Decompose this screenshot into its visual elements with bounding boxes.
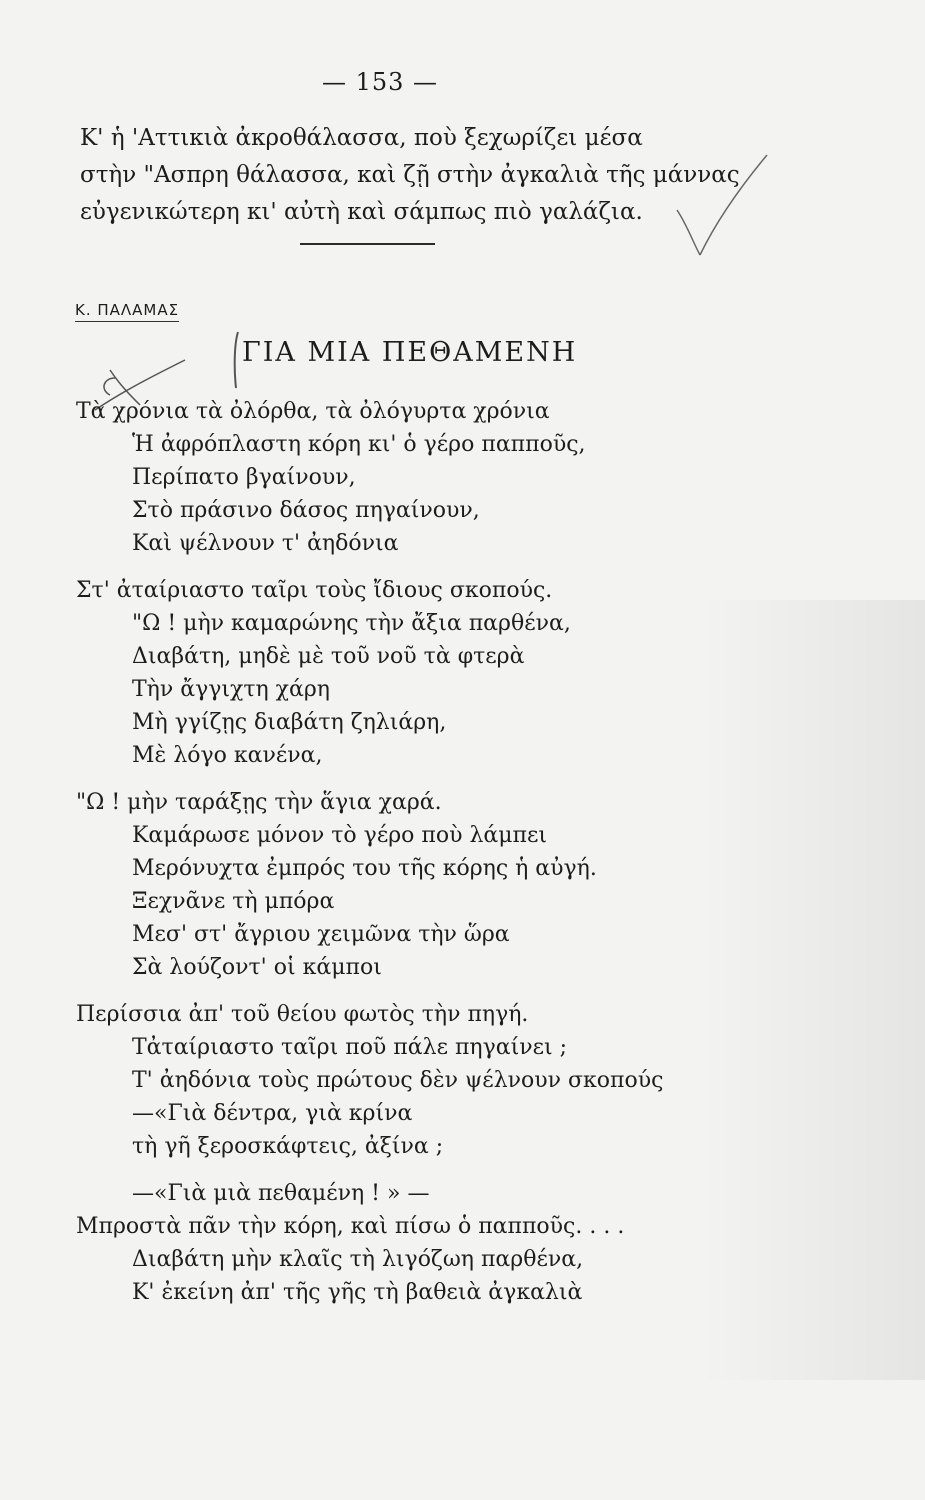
stanza [76, 1177, 796, 1309]
verse-line: —«Γιὰ μιὰ πεθαμένη ! » — [132, 1181, 430, 1206]
verse-line: Τ' ἀηδόνια τοὺς πρώτους δὲν ψέλνουν σκοπούς [132, 1068, 664, 1093]
prose-paragraph [80, 120, 770, 231]
verse-line: Μεσ' στ' ἄγριου χειμῶνα τὴν ὥρα [132, 922, 510, 947]
verse-line: Μὴ γγίζῃς διαβάτη ζηλιάρη, [132, 710, 447, 735]
verse-line: Μὲ λόγο κανένα, [132, 743, 323, 768]
verse-line: τὴ γῆ ξεροσκάφτεις, ἀξίνα ; [132, 1134, 444, 1159]
verse-line: Στ' ἀταίριαστο ταῖρι τοὺς ἴδιους σκοπούς. [76, 578, 553, 603]
stanza [76, 395, 796, 560]
poem-body [76, 395, 796, 1323]
poem-title: ΓΙΑ ΜΙΑ ΠΕΘΑΜΕΝΗ [242, 337, 578, 368]
verse-line: Τὰ χρόνια τὰ ὀλόρθα, τὰ ὀλόγυρτα χρόνια [76, 399, 550, 424]
verse-line: —«Γιὰ δέντρα, γιὰ κρίνα [132, 1101, 413, 1126]
prose-line: εὐγενικώτερη κι' αὐτὴ καὶ σάμπως πιὸ γαλάζια. [80, 199, 643, 225]
verse-line: Καμάρωσε μόνον τὸ γέρο ποὺ λάμπει [132, 823, 548, 848]
stanza [76, 786, 796, 984]
verse-line: Μερόνυχτα ἐμπρός του τῆς κόρης ἡ αὐγή. [132, 856, 597, 881]
verse-line: Κ' ἐκείνη ἀπ' τῆς γῆς τὴ βαθειὰ ἀγκαλιὰ [132, 1280, 583, 1305]
verse-line: Διαβάτη, μηδὲ μὲ τοῦ νοῦ τὰ φτερὰ [132, 644, 525, 669]
stanza [76, 574, 796, 772]
page-number: — 153 — [321, 68, 439, 96]
verse-line: Καὶ ψέλνουν τ' ἀηδόνια [132, 531, 399, 556]
verse-line: Τὴν ἄγγιχτη χάρη [132, 677, 330, 702]
verse-line: Περίπατο βγαίνουν, [132, 465, 356, 490]
verse-line: Ξεχνᾶνε τὴ μπόρα [132, 889, 335, 914]
verse-line: Μπροστὰ πᾶν τὴν κόρη, καὶ πίσω ὁ παπποῦς. . . . [76, 1214, 625, 1239]
verse-line: Σὰ λούζοντ' οἱ κάμποι [132, 955, 382, 980]
verse-line: Περίσσια ἀπ' τοῦ θείου φωτὸς τὴν πηγή. [76, 1002, 529, 1027]
author-name: Κ. ΠΑΛΑΜΑΣ [75, 301, 179, 322]
verse-line: Στὸ πράσινο δάσος πηγαίνουν, [132, 498, 480, 523]
prose-line: Κ' ἡ 'Αττικιὰ ἀκροθάλασσα, ποὺ ξεχωρίζει μέσα [80, 125, 643, 151]
verse-line: "Ω ! μὴν καμαρώνης τὴν ἄξια παρθένα, [132, 611, 571, 636]
verse-line: Ἡ ἀφρόπλαστη κόρη κι' ὁ γέρο παπποῦς, [132, 432, 586, 457]
stanza [76, 998, 796, 1163]
section-divider [300, 243, 435, 245]
verse-line: Τἀταίριαστο ταῖρι ποῦ πάλε πηγαίνει ; [132, 1035, 568, 1060]
verse-line: Διαβάτη μὴν κλαῖς τὴ λιγόζωη παρθένα, [132, 1247, 584, 1272]
prose-line: στὴν "Ασπρη θάλασσα, καὶ ζῇ στὴν ἀγκαλιὰ τῆς μάννας [80, 162, 740, 188]
verse-line: "Ω ! μὴν ταράξῃς τὴν ἅγια χαρά. [76, 790, 442, 815]
